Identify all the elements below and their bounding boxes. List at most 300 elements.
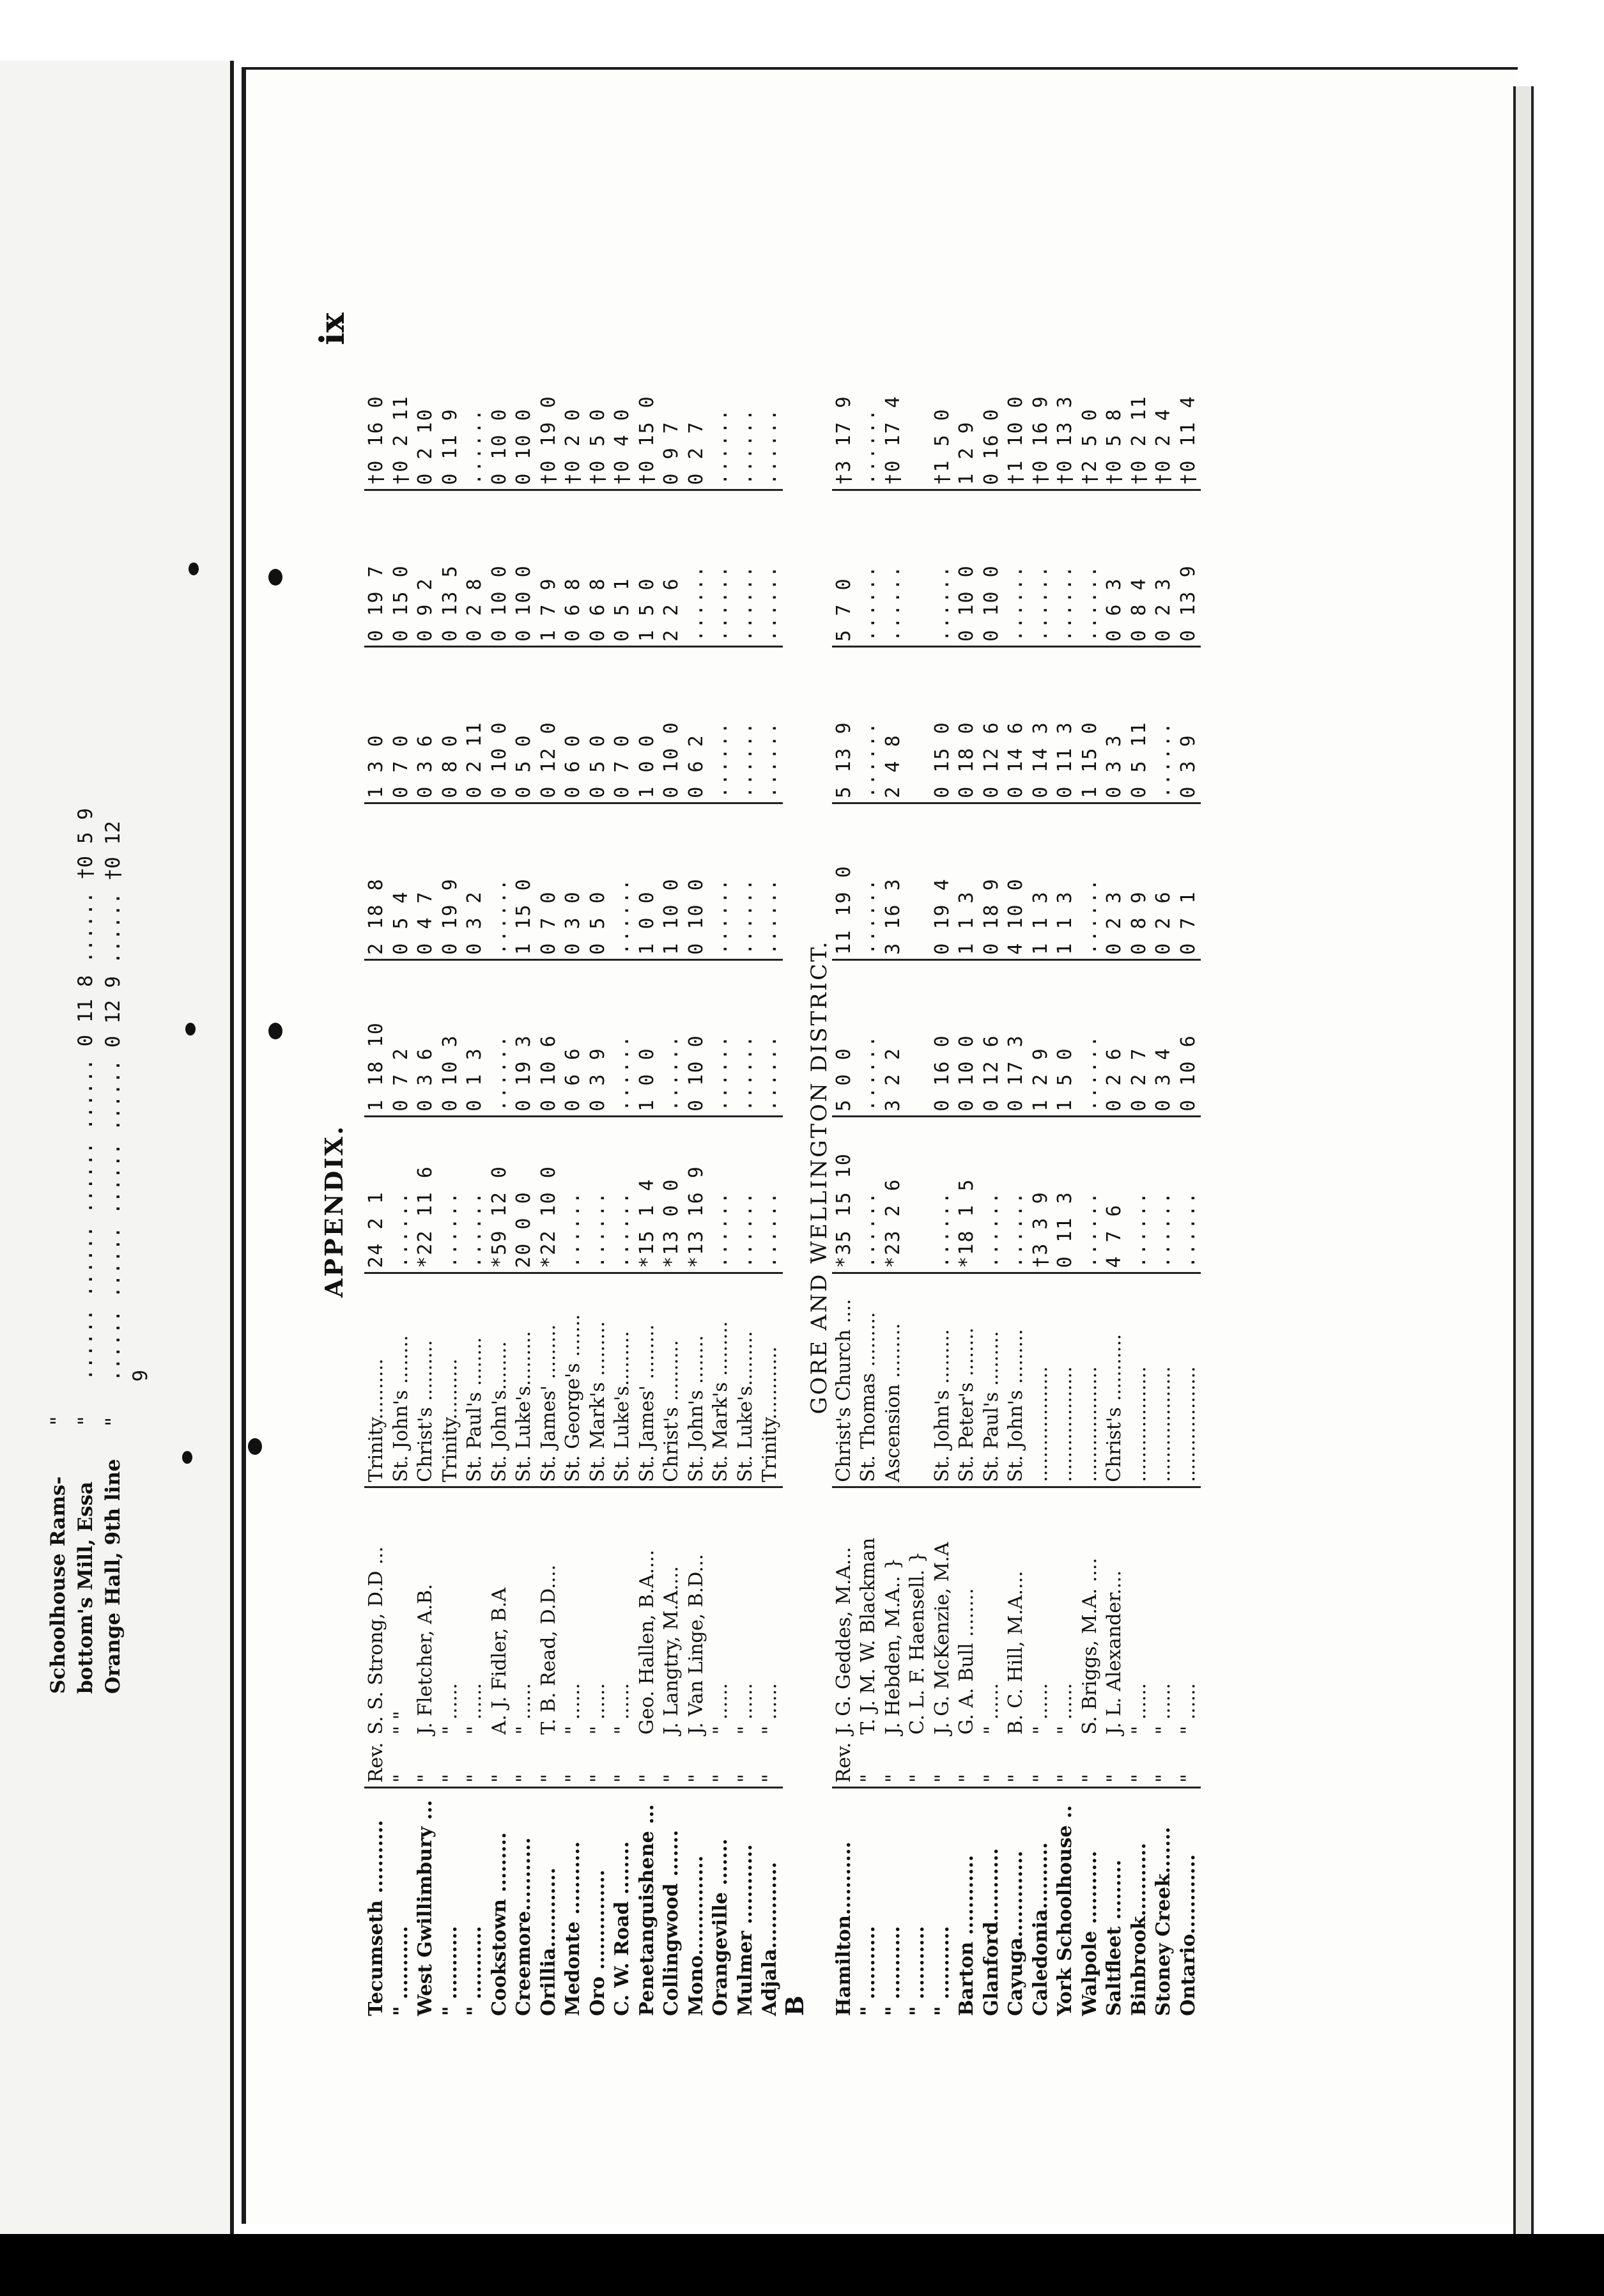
title-cell: Rev. [832,1739,857,1788]
amount-cell: *22 11 6 [413,1116,438,1273]
place-cell: " ........... [881,1926,904,2016]
amount-cell: ...... [856,646,881,803]
church-cell: St. John's ........ [684,1273,709,1487]
amount-cell: ...... [610,803,635,959]
binding-hole [248,1438,262,1455]
title-cell: " [537,1739,562,1788]
place-cell: Mulmer ............ [734,1844,757,2016]
church-cell: ................... [1078,1273,1103,1487]
church-cell: St. Paul's ........ [463,1273,488,1487]
amount-cell: ...... [586,1116,611,1273]
amount-cell: 0 6 2 [684,646,709,803]
clergy-cell: " ...... [980,1683,1003,1735]
church-cell: St. Luke's......... [512,1273,537,1487]
table-row [832,334,857,2020]
amount-cell: 24 2 1 [364,1116,389,1273]
clergy-cell: " ...... [586,1683,609,1735]
page-header [313,217,364,2020]
title-cell: " [1004,1739,1029,1788]
clergy-cell: Geo. Hallen, B.A.... [635,1549,658,1735]
amount-cell: 2 2 6 [659,490,684,646]
table-row [512,334,537,2020]
clergy-cell: A. J. Fidler, B.A [488,1587,511,1735]
amount-cell: 1 15 0 [512,803,537,959]
amount-cell: 0 12 6 [980,959,1005,1116]
list-item [45,799,72,1694]
amount-cell: 0 7 0 [610,646,635,803]
place-cell: Hamilton........... [832,1842,855,2016]
table-row [980,334,1005,2020]
table-row [364,334,389,2020]
amount-cell: ...... [561,1116,586,1273]
place-cell: Orangeville ....... [709,1838,732,2016]
amount-cell: 0 2 11 [463,646,488,803]
amount-cell: †0 2 11 [389,395,412,485]
amount-cell: ...... [709,408,732,485]
clergy-cell: J. G. Geddes, M.A... [832,1547,855,1735]
amount-cell: 1 1 3 [955,803,980,959]
clergy-cell: S. Briggs, M.A. .... [1078,1558,1101,1735]
amount-cell: 0 6 8 [586,490,611,646]
table-row [488,334,513,2020]
amount-cell: 1 15 0 [1078,646,1103,803]
amount-cell: ...... [734,803,759,959]
amount-cell: ...... [734,959,759,1116]
title-cell: " [463,1739,488,1788]
amount-cell: ...... [488,803,513,959]
title-cell: " [1102,1739,1127,1788]
amount-cell: 0 10 3 [438,959,463,1116]
amount-cell: 0 3 4 [1152,959,1176,1116]
table-row [586,334,611,2020]
ditto-mark: " [47,1416,70,1425]
amount-cell: 0 6 6 [561,959,586,1116]
amount-cell: 0 2 10 [414,408,436,485]
clergy-cell: " ...... [562,1683,584,1735]
clergy-cell: " ...... [513,1683,535,1735]
amount-cell: †0 16 0 [365,395,387,485]
place-cell: Oro ............... [586,1869,609,2016]
amount-cell: 0 3 3 [1102,646,1127,803]
scan-top-margin [0,0,1604,61]
amount-cell: ...... [709,490,734,646]
amount-cell: 0 5 1 [610,490,635,646]
place-cell: Binbrook........... [1127,1842,1150,2016]
title-cell: " [488,1739,513,1788]
table-row [610,334,635,2020]
amount-cell [906,959,930,1116]
table-row [1127,334,1152,2020]
table-row [659,334,684,2020]
church-cell: St. John's ........ [389,1273,414,1487]
place-cell: Barton ............ [955,1854,978,2016]
clergy-cell: T. B. Read, D.D.... [537,1564,560,1735]
title-cell: " [659,1739,684,1788]
church-cell: ................... [1127,1273,1152,1487]
binding-hole [189,562,199,575]
amount-cell: †1 10 0 [1005,395,1027,485]
amount-cell: ...... [659,959,684,1116]
amount-cell: 0 3 6 [413,959,438,1116]
amount-cell: ...... [930,1116,955,1273]
title-cell: " [1152,1739,1176,1788]
amount-cell: *23 2 6 [881,1116,906,1273]
amount-cell: 1 3 0 [364,646,389,803]
amount-cell: †3 3 9 [1029,1116,1054,1273]
amount-cell: ...... [1152,1116,1176,1273]
clergy-cell: " ...... [759,1683,781,1735]
amount-cell: 0 5 11 [1127,646,1152,803]
amount-cell: †0 5 0 [586,408,609,485]
table-row [1102,334,1127,2020]
amount-cell: 1 5 0 [635,490,660,646]
amount-cell: 0 11 3 [1053,646,1078,803]
amount-cell: 0 5 0 [586,803,611,959]
page-number: ix [313,313,352,345]
amount-cell: 0 10 0 [513,408,535,485]
binding-hole [268,569,282,586]
church-cell: St. John's ......... [930,1273,955,1487]
place-cell: Stoney Creek....... [1152,1826,1175,2016]
amount-cell: 4 10 0 [1004,803,1029,959]
title-cell: " [413,1739,438,1788]
amount-cell: 0 8 0 [438,646,463,803]
amount-cell [906,490,930,646]
table-row [1078,334,1103,2020]
amount-cell: 20 0 0 [512,1116,537,1273]
church-cell: ................... [1176,1273,1201,1487]
place-name: bottom's Mill, Essa [74,1481,97,1694]
amount-cell: 1 5 0 [1053,959,1078,1116]
clergy-cell: T. J. M. W. Blackman [857,1537,879,1735]
place-cell: " ........... [389,1926,412,2016]
amount-cell: 0 5 0 [512,646,537,803]
amount-cell: ...... [980,1116,1005,1273]
page-title: APPENDIX. [320,1124,348,1298]
title-cell: " [586,1739,611,1788]
clergy-cell: " ...... [463,1683,486,1735]
title-cell: " [635,1739,660,1788]
clergy-cell: B. C. Hill, M.A.... [1005,1571,1027,1735]
amount-cell: ...... [734,490,759,646]
place-cell: Orillia............ [537,1867,560,2016]
table-row [561,334,586,2020]
title-cell: " [1127,1739,1152,1788]
amount-cell: 0 2 3 [1102,803,1127,959]
amount-cell [906,334,930,490]
place-cell: Medonte ........... [562,1841,584,2016]
amount-cell: ...... [1152,646,1176,803]
amount-cell: 0 6 3 [1102,490,1127,646]
title-cell: " [955,1739,980,1788]
amount-cell: ...... [758,959,783,1116]
amount-cell: *15 1 4 [635,1116,660,1273]
amount-cell [906,1116,930,1273]
amount-cell: 0 7 0 [389,646,414,803]
table-row [758,334,783,2020]
amount-cell: 0 3 2 [463,803,488,959]
amount-cell: ...... [488,959,513,1116]
amount-cell: 1 2 9 [955,421,978,485]
clergy-cell: " ...... [1054,1683,1076,1735]
amount-cell: 1 7 9 [537,490,562,646]
church-cell: St. Luke's......... [610,1273,635,1487]
amount-cell: ...... [1127,1116,1152,1273]
amount-cell: 0 8 4 [1127,490,1152,646]
amount-cell: †0 4 0 [611,408,633,485]
amount-cell: †0 16 9 [1029,395,1052,485]
table-row [438,334,463,2020]
amount-cell: 0 10 0 [488,408,511,485]
place-cell: " ........... [463,1926,486,2016]
clergy-cell: J. Fletcher, A.B. [414,1583,436,1735]
place-name: Schoolhouse Rams- [47,1476,70,1694]
church-cell: St. John's........ [488,1273,513,1487]
amount-cell: †0 19 0 [537,395,560,485]
title-cell: " [856,1739,881,1788]
amount-cell: 0 8 9 [1127,803,1152,959]
amount-cell: 3 16 3 [881,803,906,959]
place-cell: Collingwood ....... [660,1829,682,2016]
amount-cell: *35 15 10 [832,1116,857,1273]
amount-cell: 0 2 6 [1102,959,1127,1116]
church-cell: St. Luke's......... [734,1273,759,1487]
amount-cell: 0 14 3 [1029,646,1054,803]
clergy-cell: " ...... [709,1683,732,1735]
amount-cell: 0 15 0 [389,490,414,646]
clergy-cell: J. Van Linge, B.D... [684,1554,707,1735]
church-cell: ................... [1152,1273,1176,1487]
amount-cell: †0 17 4 [881,395,904,485]
amount-cell: ...... [709,1116,734,1273]
amount-cell: 0 10 0 [684,803,709,959]
amount-cell: 0 10 0 [488,646,513,803]
table-row [413,334,438,2020]
amount-cell: 11 19 0 [832,803,857,959]
amount-cell: †2 5 0 [1078,408,1101,485]
amount-cell: 0 7 1 [1176,803,1201,959]
table-row [1029,334,1054,2020]
amount-cell: 0 2 8 [463,490,488,646]
clergy-cell: J. Langtry, M.A.... [660,1566,682,1735]
clergy-cell: " ...... [611,1683,633,1735]
amount-cell: 1 0 0 [635,803,660,959]
table-row [734,334,759,2020]
title-cell: " [389,1739,414,1788]
table-row [635,334,660,2020]
amount-cell: 0 10 0 [684,959,709,1116]
page-fore-edge [1513,86,1534,2234]
amount-cell: ...... [463,408,486,485]
amount-cell: ...... [856,803,881,959]
title-cell: " [1078,1739,1103,1788]
church-cell: St. Thomas ......... [856,1273,881,1487]
ditto-mark: " [102,1417,125,1427]
amount-cell: 4 7 6 [1102,1116,1127,1273]
amount-cell: ...... [1078,803,1103,959]
amount-cell: ...... [856,1116,881,1273]
place-cell: West Gwillimbury ... [414,1799,436,2016]
amount-cell: 0 12 6 [980,646,1005,803]
title-cell: Rev. [364,1739,389,1788]
amount-cell: ...... [759,408,781,485]
church-cell: ................... [1029,1273,1054,1487]
title-cell: " [1176,1739,1201,1788]
amount-cell: ...... [734,1116,759,1273]
amount-cell: 0 19 4 [930,803,955,959]
amount-cell: 0 3 0 [561,803,586,959]
table-row [856,334,881,2020]
table-row [463,334,488,2020]
amount-cell: †0 2 4 [1152,408,1175,485]
amount-cell: 5 0 0 [832,959,857,1116]
amount-cell: 0 19 7 [364,490,389,646]
amount-cell: †0 15 0 [635,395,658,485]
amounts: ...... ...... ...... ...... 0 12 9 ...... †0 12 9 [102,821,152,1382]
amount-cell: ...... [610,1116,635,1273]
church-cell: Christ's Church .... [832,1273,857,1487]
amount-cell: 0 2 3 [1152,490,1176,646]
table-row [1004,334,1029,2020]
amount-cell: ...... [1078,1116,1103,1273]
amount-cell: 0 10 0 [488,490,513,646]
amount-cell: 5 7 0 [832,490,857,646]
amount-cell: ...... [389,1116,414,1273]
amount-cell: ...... [856,959,881,1116]
clergy-cell: J. G. McKenzie, M.A [930,1542,953,1735]
table-row [684,334,709,2020]
amount-cell: 0 10 6 [537,959,562,1116]
amount-cell: 0 18 9 [980,803,1005,959]
amount-cell: 0 10 0 [980,490,1005,646]
amount-cell: 2 18 8 [364,803,389,959]
title-cell: " [881,1739,906,1788]
amount-cell: ...... [1078,490,1103,646]
amount-cell: ...... [758,490,783,646]
place-cell: Adjala............. [759,1861,781,2016]
scan-bottom-margin [0,2234,1604,2296]
amount-cell: ...... [1053,490,1078,646]
amount-cell: 0 10 0 [659,646,684,803]
amount-cell: ...... [1004,490,1029,646]
clergy-cell: J. L. Alexander.... [1103,1570,1125,1735]
table-row [1053,334,1078,2020]
ditto-mark: " [74,1416,97,1425]
table-row [930,334,955,2020]
amount-cell: 0 13 5 [438,490,463,646]
church-cell: St. John's ......... [1004,1273,1029,1487]
place-cell: Mono............... [684,1855,707,2016]
amount-cell: ...... [1029,490,1054,646]
church-cell: Ascension ......... [881,1273,906,1487]
amount-cell: 0 19 9 [438,803,463,959]
church-cell: Trinity............ [758,1273,783,1487]
place-cell: " ........... [930,1926,953,2016]
amount-cell: ...... [1078,959,1103,1116]
amount-cell: *22 10 0 [537,1116,562,1273]
place-cell: Walpole ........... [1078,1850,1101,2016]
table-row [1176,334,1201,2020]
place-cell: Tecumseth ........... [365,1820,387,2016]
table-row [955,334,980,2020]
amount-cell: 0 14 6 [1004,646,1029,803]
title-cell: " [930,1739,955,1788]
place-cell: Caledonia.......... [1029,1842,1052,2016]
amount-cell: 0 7 2 [389,959,414,1116]
amount-cell: 1 1 3 [1029,803,1054,959]
place-cell: York Schoolhouse .. [1054,1805,1076,2016]
amount-cell: 0 10 0 [955,490,980,646]
church-cell: Trinity.......... [364,1273,389,1487]
church-cell: Christ's .......... [659,1273,684,1487]
church-cell: Trinity.......... [438,1273,463,1487]
amount-cell: 0 9 2 [413,490,438,646]
amount-cell: ...... [758,803,783,959]
amount-cell: ...... [709,803,734,959]
title-cell: " [561,1739,586,1788]
amount-cell: 0 4 7 [413,803,438,959]
place-cell: C. W. Road ........ [611,1841,633,2016]
church-cell: St. James' ......... [537,1273,562,1487]
amount-cell: 0 18 0 [955,646,980,803]
place-cell: Glanford........... [980,1848,1003,2016]
amount-cell: 0 7 0 [537,803,562,959]
amount-cell: 0 3 9 [1176,646,1201,803]
table-row [389,334,414,2020]
amount-cell: *18 1 5 [955,1116,980,1273]
clergy-cell: J. Hebden, M.A.. } [881,1557,904,1735]
amounts: ...... ...... ...... ...... 0 11 8 ...... †0 5 9 [74,808,97,1381]
amount-cell: 0 6 0 [561,646,586,803]
amount-cell: 0 2 6 [1152,803,1176,959]
church-cell: Christ's .......... [413,1273,438,1487]
title-cell: " [906,1739,930,1788]
amount-cell: *59 12 0 [488,1116,513,1273]
amount-cell: ...... [709,646,734,803]
amount-cell: 0 10 0 [512,490,537,646]
place-cell: " ........... [857,1926,879,2016]
church-cell: St. James' ......... [635,1273,660,1487]
amount-cell: 1 0 0 [635,959,660,1116]
place-name: Orange Hall, 9th line [102,1459,125,1694]
amount-cell: ...... [610,959,635,1116]
amount-cell: ...... [1176,1116,1201,1273]
district-heading: GORE AND WELLINGTON DISTRICT. [806,940,832,1415]
title-cell: " [758,1739,783,1788]
amount-cell: 0 17 3 [1004,959,1029,1116]
amount-cell: ...... [930,490,955,646]
clergy-cell: " ...... [1127,1683,1150,1735]
amount-cell: ...... [463,1116,488,1273]
amount-cell: 1 0 0 [635,646,660,803]
title-cell: " [709,1739,734,1788]
place-cell: " ........... [438,1926,461,2016]
amount-cell: 0 12 0 [537,646,562,803]
amount-cell: 1 1 3 [1053,803,1078,959]
clergy-cell: " ...... [734,1683,757,1735]
amount-cell: ...... [1004,1116,1029,1273]
church-cell: St. George's ....... [561,1273,586,1487]
amount-cell: *13 0 0 [659,1116,684,1273]
table-row [881,334,906,2020]
appendix-page-content [313,217,1355,2020]
title-cell: " [980,1739,1005,1788]
table-row [906,334,930,2020]
amount-cell: ...... [856,490,881,646]
clergy-cell: G. A. Bull ........ [955,1588,978,1735]
signature-mark: B [780,1995,809,2016]
amount-cell: ...... [758,1116,783,1273]
